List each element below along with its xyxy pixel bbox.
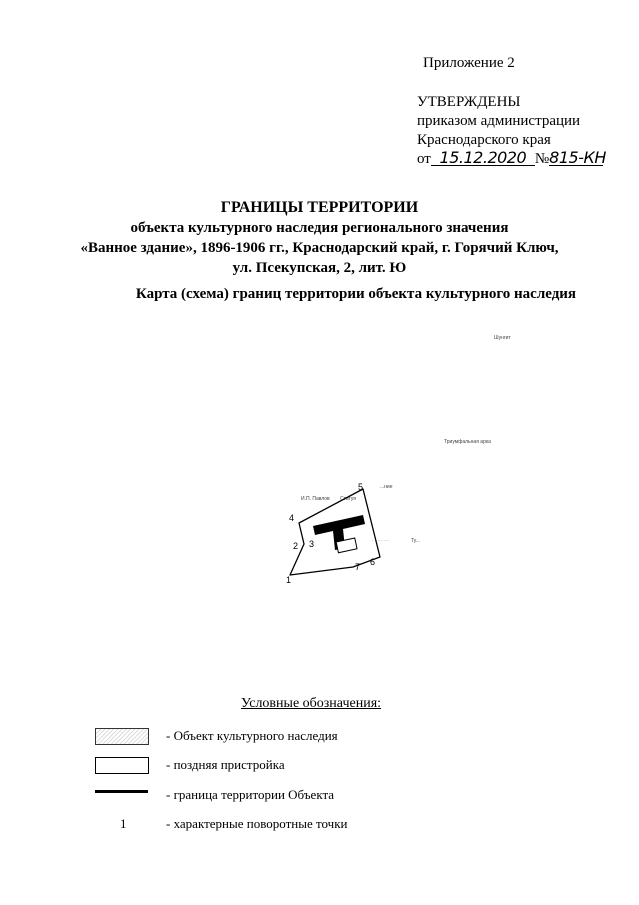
legend-item-points xyxy=(0,816,639,838)
approval-number-label: № xyxy=(534,151,550,167)
map-label-tu: Ту... xyxy=(411,538,420,544)
map-label-statue: Статуя xyxy=(340,496,357,502)
approval-line-1: приказом администрации xyxy=(417,113,581,129)
point-2: 2 xyxy=(293,541,299,551)
title-line-3: ул. Псекупская, 2, лит. Ю xyxy=(232,260,407,276)
approval-line-2: Краснодарского края xyxy=(417,132,551,148)
point-1: 1 xyxy=(286,575,292,585)
title-main: ГРАНИЦЫ ТЕРРИТОРИИ xyxy=(220,199,419,216)
point-3: 3 xyxy=(309,539,315,549)
point-7: 7 xyxy=(355,562,361,572)
title-line-2: «Ванное здание», 1896-1906 гг., Краснодарский край, г. Горячий Ключ, xyxy=(80,240,559,256)
heritage-building xyxy=(313,515,365,553)
legend-item-heritage xyxy=(0,728,639,750)
map-label-middle-right: Триумфальная арка xyxy=(444,439,491,445)
approval-date: 15.12.2020 xyxy=(431,150,535,166)
map-label-near-5: ...ние xyxy=(380,484,393,490)
legend-bold-line-symbol xyxy=(95,790,148,793)
point-5: 5 xyxy=(358,482,364,492)
legend-text: - поздняя пристройка xyxy=(166,757,285,772)
approval-from-label: от xyxy=(417,151,431,167)
appendix-label: Приложение 2 xyxy=(423,55,515,71)
legend-number-symbol: 1 xyxy=(120,816,127,831)
legend-item-annex xyxy=(0,757,639,779)
approval-number: 815-КН xyxy=(549,148,606,167)
legend-text: - граница территории Объекта xyxy=(166,787,335,802)
legend-hatched-box-symbol xyxy=(95,728,149,745)
map-title: Карта (схема) границ территории объекта культурного наследия xyxy=(135,286,577,302)
map-label-top-right: Шунгит xyxy=(494,335,511,341)
legend-text: - Объект культурного наследия xyxy=(166,728,338,743)
map-label-pavlov: И.П. Павлов xyxy=(301,496,330,502)
point-6: 6 xyxy=(370,557,376,567)
map-label-dots: · · · · · · xyxy=(372,538,389,544)
legend-empty-box-symbol xyxy=(95,757,149,774)
legend-item-boundary xyxy=(0,787,639,809)
legend-text: - характерные поворотные точки xyxy=(166,816,348,831)
legend-title: Условные обозначения: xyxy=(241,696,382,711)
point-4: 4 xyxy=(289,513,295,523)
title-line-1: объекта культурного наследия регионального значения xyxy=(130,220,509,236)
approval-title: УТВЕРЖДЕНЫ xyxy=(417,94,521,110)
